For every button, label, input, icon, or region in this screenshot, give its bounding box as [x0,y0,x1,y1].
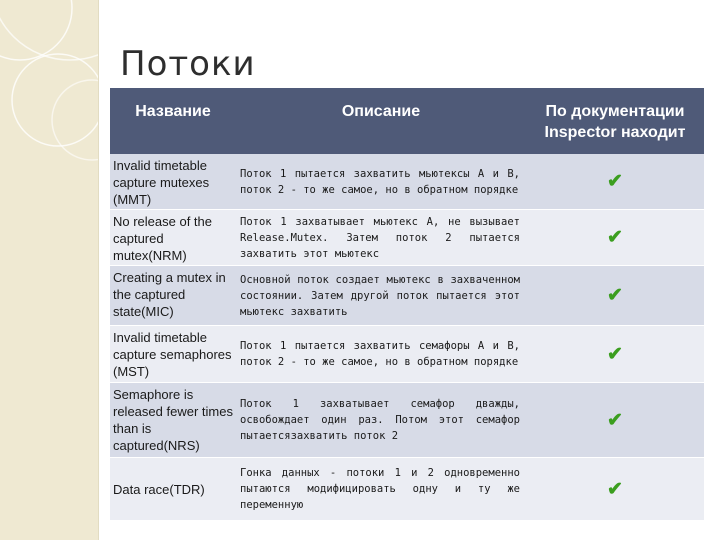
row-name: Invalid timetable capture semaphores (MST) [113,330,232,379]
page-title: Потоки [120,44,256,84]
row-description: Гонка данных - потоки 1 и 2 одновременно пытаются модифицировать одну и ту же переменную [240,467,520,511]
row-description: Поток 1 пытается захватить мьютексы А и В, поток 2 - то же самое, но в обратном порядке [240,167,520,196]
check-icon: ✔ [607,478,623,500]
check-icon: ✔ [607,343,623,365]
row-name: No release of the captured mutex(NRM) [113,214,213,263]
table-row [110,326,704,383]
header-inspector: По документации Inspector находит [544,103,686,141]
row-name: Invalid timetable capture mutexes (MMT) [113,158,210,207]
row-description: Основной поток создает мьютекс в захваченном состоянии. Затем другой поток пытается этот мьютекс захватить [240,273,520,318]
row-name: Creating a mutex in the captured state(MIC) [113,270,226,319]
header-name: Название [135,103,211,120]
check-icon: ✔ [607,409,623,431]
check-icon: ✔ [607,171,623,192]
row-name: Data race(TDR) [113,481,205,497]
table-row [110,383,704,458]
table-row [110,266,704,326]
header-description: Описание [341,103,421,120]
check-icon: ✔ [607,285,623,306]
table-row [110,210,704,266]
decorative-circles [0,0,98,540]
row-description: Поток 1 захватывает мьютекс А, не вызывает Release.Mutex. Затем поток 2 пытается захватить этот мьютекс [240,215,520,260]
row-name: Semaphore is released fewer times than is captured(NRS) [113,387,233,453]
threads-table [110,88,704,521]
table-row [110,154,704,210]
table-header [110,88,704,154]
table-row [110,458,704,521]
row-description: Поток 1 захватывает семафор дважды, освобождает один раз. Потом этот семафор пытаетсязахватить поток 2 [240,398,520,442]
decorative-sidebar [0,0,99,540]
row-description: Поток 1 пытается захватить семафоры А и В, поток 2 - то же самое, но в обратном порядке [240,340,520,368]
check-icon: ✔ [607,227,623,248]
